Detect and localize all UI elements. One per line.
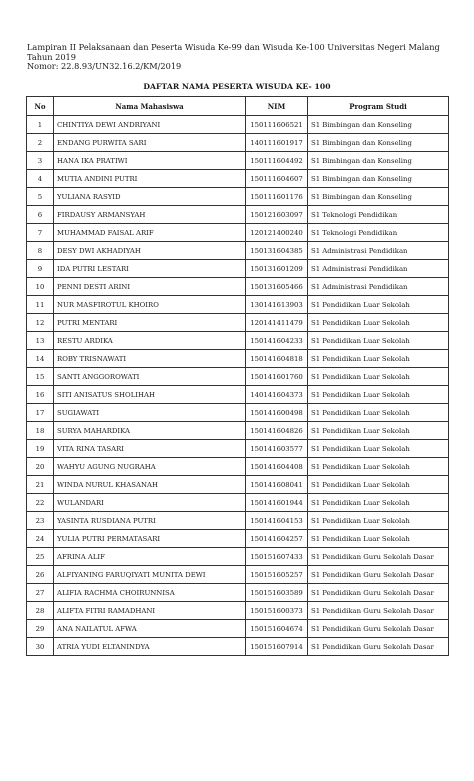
cell-student-name: WAHYU AGUNG NUGRAHA: [54, 458, 246, 476]
cell-nim: 150151603589: [246, 584, 308, 602]
cell-program: S1 Pendidikan Luar Sekolah: [308, 494, 449, 512]
cell-nim: 140111601917: [246, 134, 308, 152]
cell-program: S1 Pendidikan Guru Sekolah Dasar: [308, 584, 449, 602]
table-row: [27, 278, 449, 296]
cell-student-name: YULIANA RASYID: [54, 188, 246, 206]
table-header-row: [27, 97, 449, 116]
cell-no: 3: [27, 152, 54, 170]
cell-no: 27: [27, 584, 54, 602]
table-row: [27, 350, 449, 368]
cell-program: S1 Pendidikan Luar Sekolah: [308, 476, 449, 494]
cell-student-name: CHINTIYA DEWI ANDRIYANI: [54, 116, 246, 134]
cell-program: S1 Administrasi Pendidikan: [308, 242, 449, 260]
cell-nim: 150141604233: [246, 332, 308, 350]
cell-nim: 140141604373: [246, 386, 308, 404]
cell-student-name: SANTI ANGGOROWATI: [54, 368, 246, 386]
table-row: [27, 512, 449, 530]
cell-nim: 150141608041: [246, 476, 308, 494]
table-row: [27, 314, 449, 332]
cell-no: 20: [27, 458, 54, 476]
cell-student-name: WINDA NURUL KHASANAH: [54, 476, 246, 494]
table-row: [27, 458, 449, 476]
cell-student-name: SITI ANISATUS SHOLIHAH: [54, 386, 246, 404]
cell-program: S1 Administrasi Pendidikan: [308, 260, 449, 278]
document-title: DAFTAR NAMA PESERTA WISUDA KE- 100: [143, 82, 331, 91]
cell-program: S1 Bimbingan dan Konseling: [308, 116, 449, 134]
table-row: [27, 386, 449, 404]
cell-student-name: ANA NAILATUL AFWA: [54, 620, 246, 638]
cell-program: S1 Pendidikan Guru Sekolah Dasar: [308, 638, 449, 656]
cell-program: S1 Pendidikan Luar Sekolah: [308, 314, 449, 332]
column-header-program: Program Studi: [308, 97, 449, 116]
cell-nim: 150131605466: [246, 278, 308, 296]
table-row: [27, 152, 449, 170]
column-header-nim: NIM: [246, 97, 308, 116]
cell-nim: 150151600373: [246, 602, 308, 620]
cell-no: 16: [27, 386, 54, 404]
cell-no: 5: [27, 188, 54, 206]
cell-nim: 150141604408: [246, 458, 308, 476]
table-row: [27, 566, 449, 584]
cell-student-name: IDA PUTRI LESTARI: [54, 260, 246, 278]
cell-nim: 150111604607: [246, 170, 308, 188]
cell-student-name: MUHAMMAD FAISAL ARIF: [54, 224, 246, 242]
cell-nim: 150151607433: [246, 548, 308, 566]
table-row: [27, 494, 449, 512]
cell-program: S1 Bimbingan dan Konseling: [308, 170, 449, 188]
table-row: [27, 188, 449, 206]
cell-student-name: ROBY TRISNAWATI: [54, 350, 246, 368]
cell-nim: 150141601760: [246, 368, 308, 386]
cell-nim: 150141604826: [246, 422, 308, 440]
cell-student-name: YASINTA RUSDIANA PUTRI: [54, 512, 246, 530]
cell-no: 1: [27, 116, 54, 134]
cell-student-name: ALFIYANING FARUQIYATI MUNITA DEWI: [54, 566, 246, 584]
cell-no: 19: [27, 440, 54, 458]
cell-program: S1 Pendidikan Luar Sekolah: [308, 386, 449, 404]
cell-student-name: ALIFIA RACHMA CHOIRUNNISA: [54, 584, 246, 602]
cell-nim: 150141604153: [246, 512, 308, 530]
cell-program: S1 Pendidikan Luar Sekolah: [308, 350, 449, 368]
cell-student-name: ATRIA YUDI ELTANINDYA: [54, 638, 246, 656]
cell-nim: 150141601944: [246, 494, 308, 512]
cell-student-name: VITA RINA TASARI: [54, 440, 246, 458]
cell-no: 9: [27, 260, 54, 278]
cell-no: 18: [27, 422, 54, 440]
cell-no: 2: [27, 134, 54, 152]
header-line-2: Tahun 2019: [27, 51, 76, 62]
cell-program: S1 Bimbingan dan Konseling: [308, 152, 449, 170]
cell-student-name: ALIFTA FITRI RAMADHANI: [54, 602, 246, 620]
column-header-no: No: [27, 97, 54, 116]
cell-program: S1 Pendidikan Guru Sekolah Dasar: [308, 548, 449, 566]
cell-no: 28: [27, 602, 54, 620]
cell-program: S1 Pendidikan Luar Sekolah: [308, 368, 449, 386]
table-row: [27, 440, 449, 458]
cell-nim: 150141604257: [246, 530, 308, 548]
graduates-table: [26, 96, 449, 656]
table-row: [27, 224, 449, 242]
table-row: [27, 620, 449, 638]
table-row: [27, 404, 449, 422]
cell-student-name: AFRINA ALIF: [54, 548, 246, 566]
table-row: [27, 332, 449, 350]
cell-nim: 150141603577: [246, 440, 308, 458]
cell-no: 4: [27, 170, 54, 188]
cell-program: S1 Pendidikan Luar Sekolah: [308, 440, 449, 458]
cell-program: S1 Pendidikan Luar Sekolah: [308, 296, 449, 314]
cell-no: 21: [27, 476, 54, 494]
cell-program: S1 Pendidikan Luar Sekolah: [308, 458, 449, 476]
cell-program: S1 Pendidikan Guru Sekolah Dasar: [308, 566, 449, 584]
cell-program: S1 Pendidikan Luar Sekolah: [308, 530, 449, 548]
cell-nim: 150151605257: [246, 566, 308, 584]
cell-program: S1 Administrasi Pendidikan: [308, 278, 449, 296]
cell-nim: 120141411479: [246, 314, 308, 332]
cell-nim: 150111606521: [246, 116, 308, 134]
cell-student-name: SURYA MAHARDIKA: [54, 422, 246, 440]
cell-no: 10: [27, 278, 54, 296]
table-row: [27, 134, 449, 152]
cell-nim: 150151604674: [246, 620, 308, 638]
table-row: [27, 296, 449, 314]
cell-student-name: HANA IKA PRATIWI: [54, 152, 246, 170]
cell-nim: 150141604818: [246, 350, 308, 368]
table-row: [27, 584, 449, 602]
header-line-3: Nomor: 22.8.93/UN32.16.2/KM/2019: [27, 61, 182, 72]
cell-no: 7: [27, 224, 54, 242]
cell-no: 24: [27, 530, 54, 548]
cell-nim: 130141613903: [246, 296, 308, 314]
table-row: [27, 116, 449, 134]
cell-nim: 150141600498: [246, 404, 308, 422]
cell-no: 11: [27, 296, 54, 314]
cell-no: 17: [27, 404, 54, 422]
cell-nim: 120121400240: [246, 224, 308, 242]
cell-nim: 150151607914: [246, 638, 308, 656]
cell-no: 14: [27, 350, 54, 368]
table-row: [27, 548, 449, 566]
cell-no: 6: [27, 206, 54, 224]
table-row: [27, 242, 449, 260]
cell-student-name: NUR MASFIROTUL KHOIRO: [54, 296, 246, 314]
cell-program: S1 Teknologi Pendidikan: [308, 224, 449, 242]
table-row: [27, 368, 449, 386]
cell-nim: 150131604385: [246, 242, 308, 260]
table-row: [27, 422, 449, 440]
cell-nim: 150131601209: [246, 260, 308, 278]
table-row: [27, 602, 449, 620]
header-line-1: Lampiran II Pelaksanaan dan Peserta Wisuda Ke-99 dan Wisuda Ke-100 Universitas Negeri Malang: [27, 42, 440, 52]
cell-no: 15: [27, 368, 54, 386]
cell-program: S1 Pendidikan Luar Sekolah: [308, 332, 449, 350]
cell-no: 13: [27, 332, 54, 350]
cell-no: 30: [27, 638, 54, 656]
cell-nim: 150111604492: [246, 152, 308, 170]
cell-no: 8: [27, 242, 54, 260]
cell-program: S1 Pendidikan Guru Sekolah Dasar: [308, 620, 449, 638]
cell-student-name: RESTU ARDIKA: [54, 332, 246, 350]
cell-student-name: PUTRI MENTARI: [54, 314, 246, 332]
cell-program: S1 Pendidikan Luar Sekolah: [308, 512, 449, 530]
cell-student-name: DESY DWI AKHADIYAH: [54, 242, 246, 260]
table-row: [27, 476, 449, 494]
cell-student-name: SUGIAWATI: [54, 404, 246, 422]
cell-student-name: MUTIA ANDINI PUTRI: [54, 170, 246, 188]
cell-student-name: PENNI DESTI ARINI: [54, 278, 246, 296]
cell-no: 26: [27, 566, 54, 584]
cell-student-name: ENDANG PURWITA SARI: [54, 134, 246, 152]
table-row: [27, 260, 449, 278]
table-row: [27, 530, 449, 548]
cell-student-name: FIRDAUSY ARMANSYAH: [54, 206, 246, 224]
cell-no: 12: [27, 314, 54, 332]
cell-program: S1 Bimbingan dan Konseling: [308, 134, 449, 152]
cell-program: S1 Pendidikan Guru Sekolah Dasar: [308, 602, 449, 620]
cell-nim: 150111601176: [246, 188, 308, 206]
cell-no: 22: [27, 494, 54, 512]
cell-program: S1 Teknologi Pendidikan: [308, 206, 449, 224]
cell-nim: 150121603097: [246, 206, 308, 224]
table-row: [27, 206, 449, 224]
cell-program: S1 Bimbingan dan Konseling: [308, 188, 449, 206]
table-row: [27, 170, 449, 188]
table-row: [27, 638, 449, 656]
cell-no: 25: [27, 548, 54, 566]
cell-student-name: YULIA PUTRI PERMATASARI: [54, 530, 246, 548]
column-header-name: Nama Mahasiswa: [54, 97, 246, 116]
cell-student-name: WULANDARI: [54, 494, 246, 512]
cell-no: 23: [27, 512, 54, 530]
cell-program: S1 Pendidikan Luar Sekolah: [308, 404, 449, 422]
cell-no: 29: [27, 620, 54, 638]
table-body: [27, 116, 449, 656]
document-header: [27, 43, 440, 72]
cell-program: S1 Pendidikan Luar Sekolah: [308, 422, 449, 440]
